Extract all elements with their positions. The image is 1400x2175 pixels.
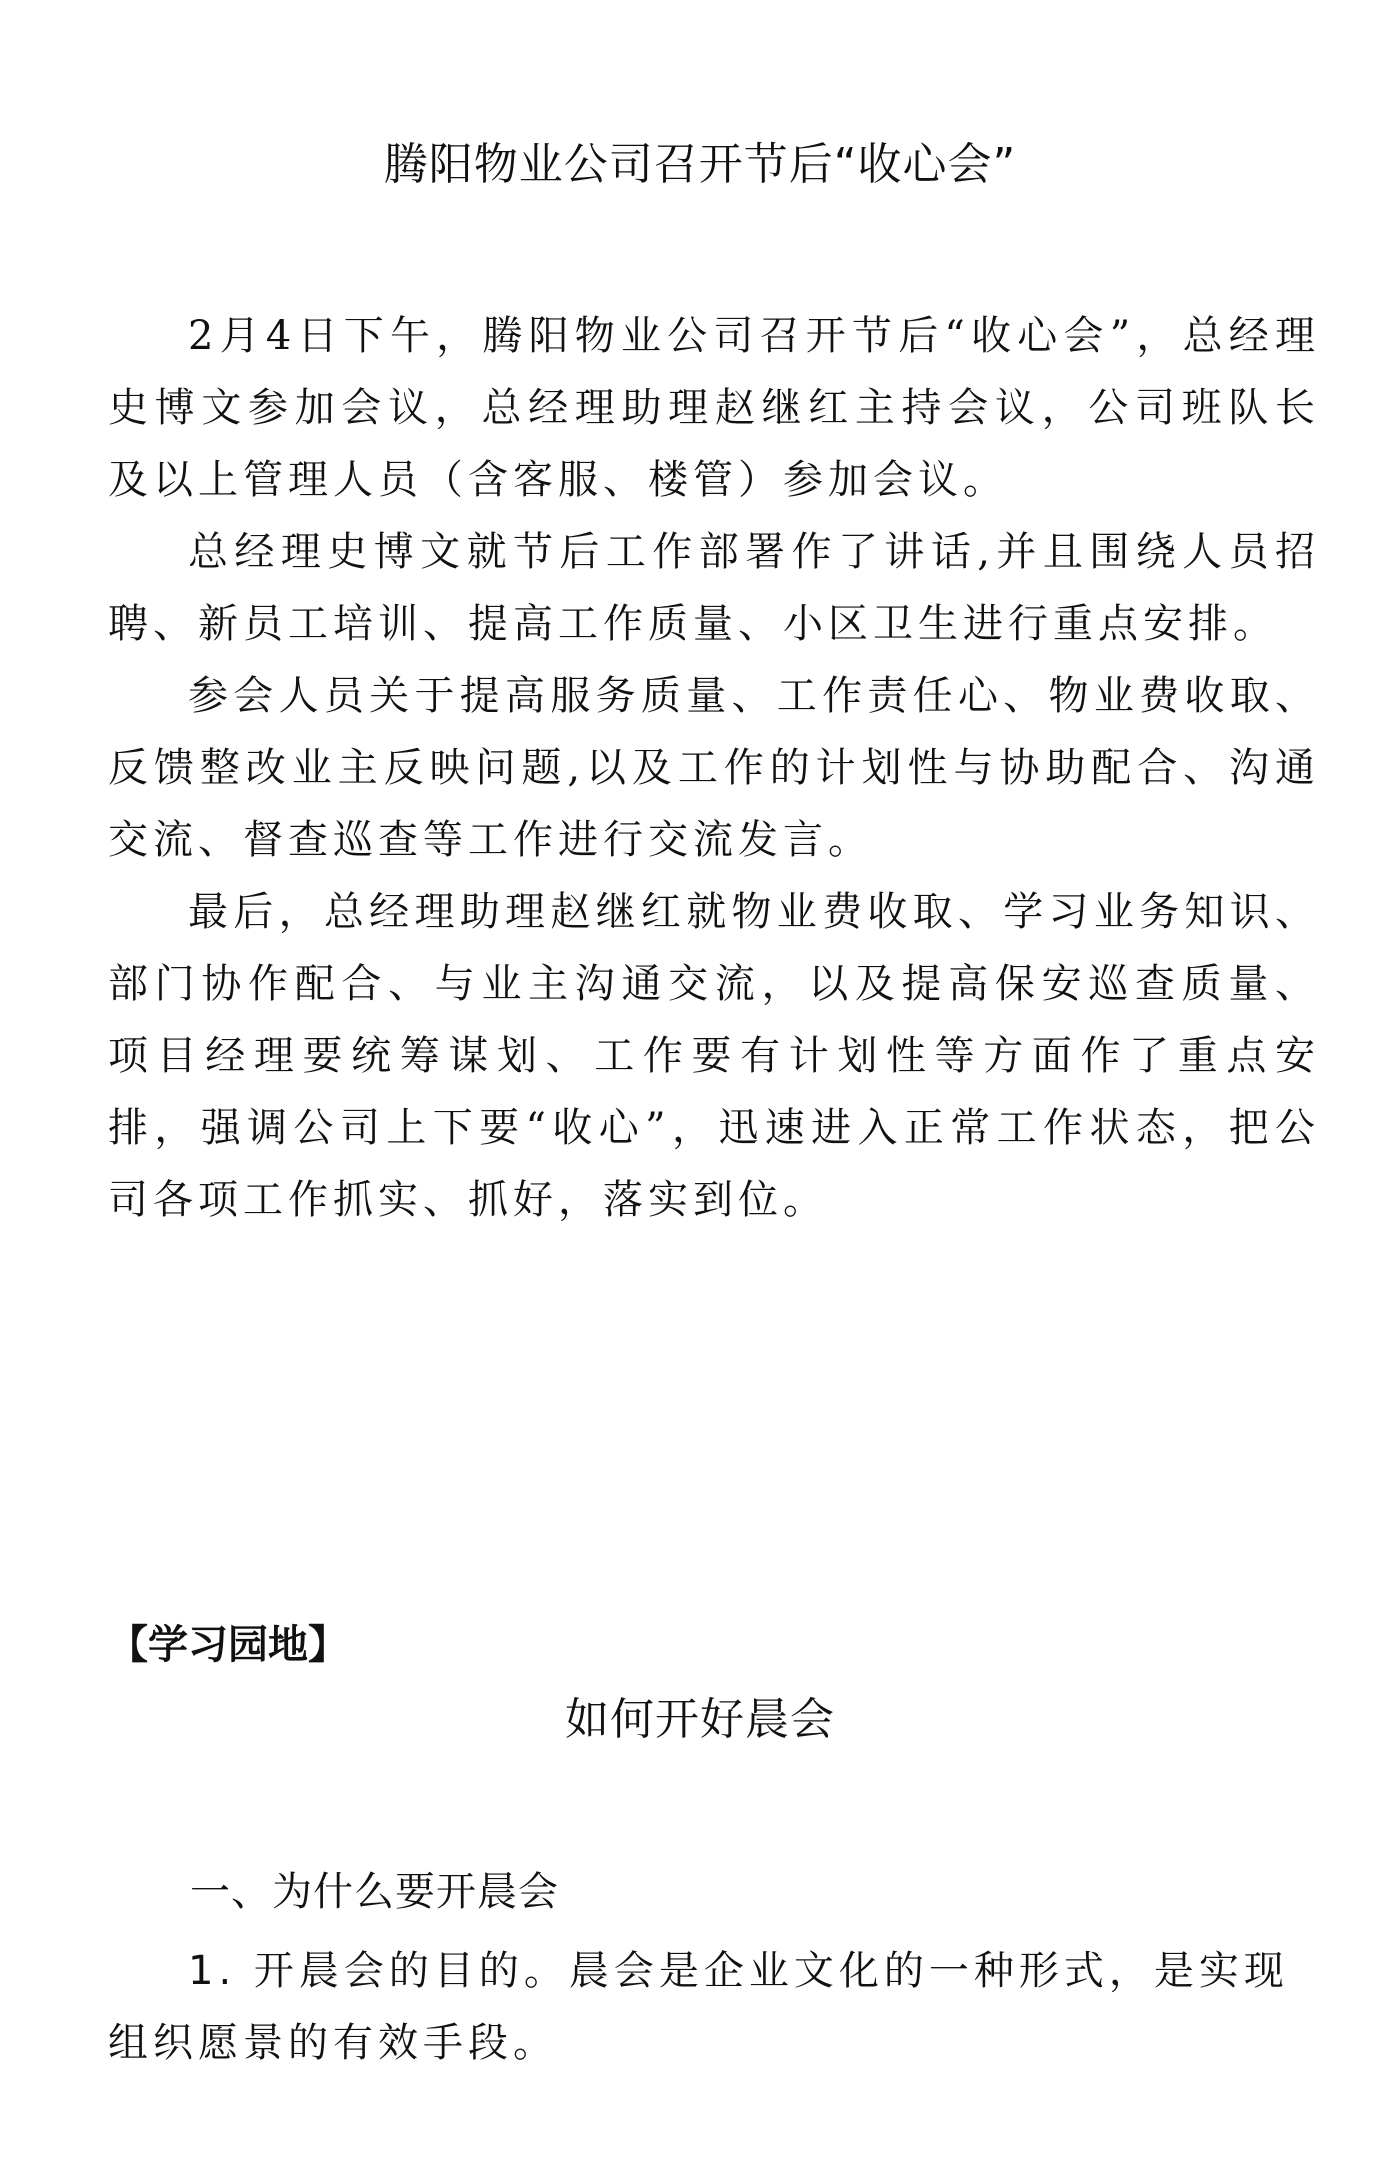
paragraph-conclusion: 最后，总经理助理赵继红就物业费收取、学习业务知识、部门协作配合、与业主沟通交流，以及提高保安巡查质量、项目经理要统筹谋划、工作要有计划性等方面作了重点安排，强调公司上下要“收心”，迅速进入正常工作状态，把公司各项工作抓实、抓好，落实到位。 [108, 889, 1320, 1223]
paragraph-meeting-info: 2月4日下午，腾阳物业公司召开节后“收心会”，总经理史博文参加会议，总经理助理赵继红主持会议，公司班队长及以上管理人员（含客服、楼管）参加会议。 [108, 313, 1320, 503]
article-title: 腾阳物业公司召开节后“收心会” [383, 139, 1017, 190]
section-label-study-corner: 【学习园地】 [108, 1622, 348, 1668]
article-body [108, 300, 1320, 1236]
study-title: 如何开好晨会 [565, 1694, 835, 1745]
point-paragraph [108, 1935, 1320, 2079]
section-heading: 一、为什么要开晨会 [190, 1869, 559, 1915]
paragraph-gm-speech: 总经理史博文就节后工作部署作了讲话,并且围绕人员招聘、新员工培训、提高工作质量、小区卫生进行重点安排。 [108, 529, 1320, 647]
point-text: 晨会是企业文化的一种形式，是实现组织愿景的有效手段。 [108, 1948, 1289, 2066]
paragraph-attendee-discussion: 参会人员关于提高服务质量、工作责任心、物业费收取、反馈整改业主反映问题,以及工作的计划性与协助配合、沟通交流、督查巡查等工作进行交流发言。 [108, 673, 1320, 863]
point-lead: 1. 开晨会的目的。 [188, 1948, 569, 1994]
